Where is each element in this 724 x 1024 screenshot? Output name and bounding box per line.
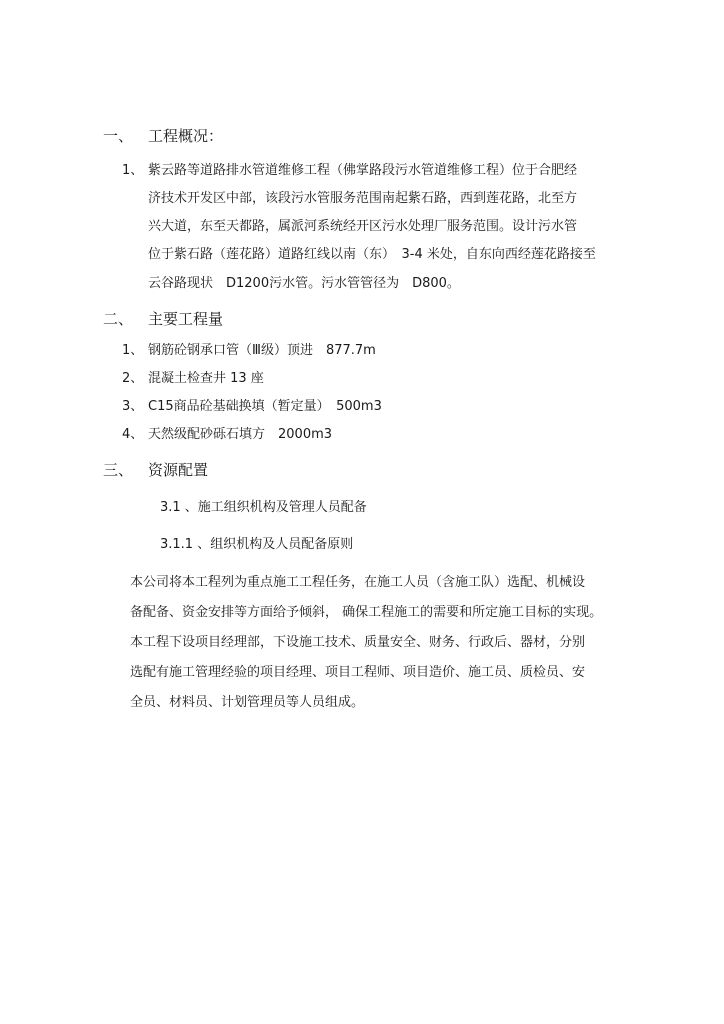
- quantity-item-text: C15商品砼基础换填（暂定量） 500m3: [148, 399, 382, 414]
- section-2-number: 二、: [103, 310, 134, 328]
- quantity-item-text: 混凝土检查井 13 座: [148, 371, 264, 386]
- subsubsection-heading: 3.1.1 、组织机构及人员配备原则: [160, 537, 354, 552]
- section-3-number: 三、: [103, 461, 134, 479]
- section-1-number: 一、: [103, 127, 134, 145]
- section-1-line: 紫云路等道路排水管道维修工程（佛掌路段污水管道维修工程）位于合肥经: [148, 163, 578, 178]
- section-1-item-number: 1、: [122, 163, 144, 178]
- quantity-item-number: 2、: [122, 371, 144, 386]
- quantity-item-number: 1、: [122, 343, 144, 358]
- paragraph-line: 本工程下设项目经理部，下设施工技术、质量安全、财务、行政后、器材，分别: [130, 635, 586, 650]
- paragraph-line: 全员、材料员、计划管理员等人员组成。: [130, 695, 365, 710]
- section-1-line: 云谷路现状 D1200污水管。污水管管径为 D800。: [148, 276, 460, 291]
- paragraph-line: 备配备、资金安排等方面给予倾斜， 确保工程施工的需要和所定施工目标的实现。: [130, 605, 603, 620]
- section-1-line: 位于紫石路（莲花路）道路红线以南（东） 3-4 米处，自东向西经莲花路接至: [148, 247, 596, 262]
- quantity-item-number: 4、: [122, 427, 144, 442]
- subsection-heading: 3.1 、施工组织机构及管理人员配备: [160, 500, 367, 515]
- quantity-item-text: 天然级配砂砾石填方 2000m3: [148, 427, 333, 442]
- quantity-item-text: 钢筋砼钢承口管（Ⅲ级）顶进 877.7m: [148, 343, 376, 358]
- section-1-line: 济技术开发区中部，该段污水管服务范围南起紫石路，西到莲花路，北至方: [148, 191, 578, 206]
- section-1-title: 工程概况：: [148, 127, 224, 145]
- quantity-item-number: 3、: [122, 399, 144, 414]
- section-2-title: 主要工程量: [148, 310, 224, 328]
- section-1-line: 兴大道，东至天都路，属派河系统经开区污水处理厂服务范围。设计污水管: [148, 219, 578, 234]
- paragraph-line: 选配有施工管理经验的项目经理、项目工程师、项目造价、施工员、质检员、安: [130, 665, 586, 680]
- section-3-title: 资源配置: [148, 461, 209, 479]
- paragraph-line: 本公司将本工程列为重点施工工程任务，在施工人员（含施工队）选配、机械设: [130, 575, 586, 590]
